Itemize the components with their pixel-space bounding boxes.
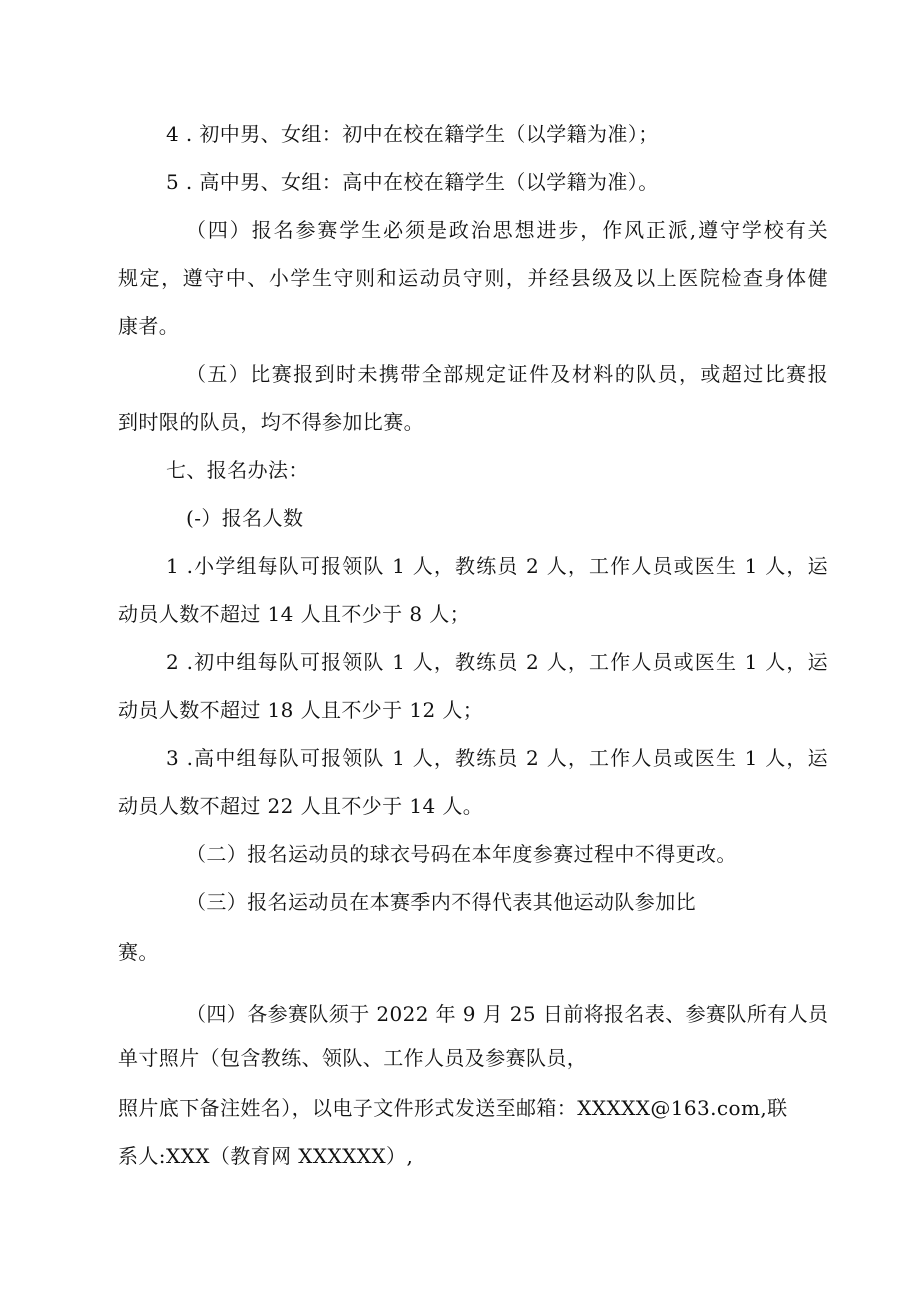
text-line: 动员人数不超过 18 人且不少于 12 人； xyxy=(118,698,484,722)
text-line: 单寸照片（包含教练、领队、工作人员及参赛队员， xyxy=(118,1046,588,1070)
text-line: 动员人数不超过 14 人且不少于 8 人； xyxy=(118,602,471,626)
text-line: 5 . 高中男、女组：高中在校在籍学生（以学籍为准）。 xyxy=(166,170,659,194)
text-line: （三）报名运动员在本赛季内不得代表其他运动队参加比 xyxy=(186,890,696,914)
text-line: 4 . 初中男、女组：初中在校在籍学生（以学籍为准）； xyxy=(166,122,659,146)
text-line: 系人:XXX（教育网 XXXXXX）, xyxy=(118,1144,414,1168)
text-line: （四）报名参赛学生必须是政治思想进步，作风正派,遵守学校有关 xyxy=(186,218,828,242)
text-line: 1 .小学组每队可报领队 1 人，教练员 2 人，工作人员或医生 1 人，运 xyxy=(166,554,828,578)
text-line: （二）报名运动员的球衣号码在本年度参赛过程中不得更改。 xyxy=(186,842,737,866)
text-line: 动员人数不超过 22 人且不少于 14 人。 xyxy=(118,794,484,818)
text-line: 康者。 xyxy=(118,314,180,338)
section-heading: 七、报名办法： xyxy=(166,458,309,482)
text-line: 规定，遵守中、小学生守则和运动员守则，并经县级及以上医院检查身体健 xyxy=(118,266,828,290)
text-line: 赛。 xyxy=(118,940,159,964)
text-line: 照片底下备注姓名），以电子文件形式发送至邮箱：XXXXX@163.com,联 xyxy=(118,1096,788,1120)
text-line: （五）比赛报到时未携带全部规定证件及材料的队员，或超过比赛报 xyxy=(186,362,828,386)
text-line: （四）各参赛队须于 2022 年 9 月 25 日前将报名表、参赛队所有人员 xyxy=(186,1002,828,1026)
text-line: 2 .初中组每队可报领队 1 人，教练员 2 人，工作人员或医生 1 人，运 xyxy=(166,650,828,674)
text-line: 到时限的队员，均不得参加比赛。 xyxy=(118,410,424,434)
subsection-heading: (-）报名人数 xyxy=(186,506,304,530)
text-line: 3 .高中组每队可报领队 1 人，教练员 2 人，工作人员或医生 1 人，运 xyxy=(166,746,828,770)
